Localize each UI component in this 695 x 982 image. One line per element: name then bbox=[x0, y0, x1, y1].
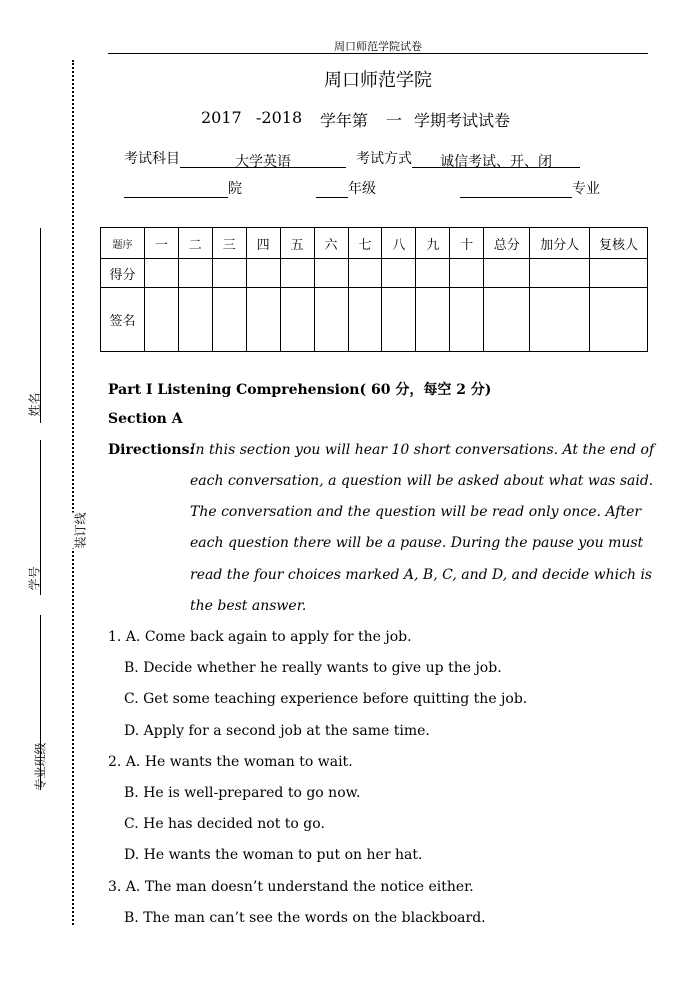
signature-cell bbox=[314, 288, 348, 352]
col-header: 九 bbox=[416, 228, 450, 259]
school-blank bbox=[124, 181, 228, 198]
col-header: 复核人 bbox=[590, 228, 648, 259]
score-cell bbox=[348, 259, 382, 288]
col-header: 四 bbox=[246, 228, 280, 259]
score-cell bbox=[590, 259, 648, 288]
subject-label: 考试科目 bbox=[124, 151, 180, 167]
subject-value: 大学英语 bbox=[180, 151, 346, 168]
signature-cell bbox=[484, 288, 530, 352]
score-cell bbox=[178, 259, 212, 288]
header-rule bbox=[108, 53, 648, 54]
signature-cell bbox=[348, 288, 382, 352]
q3-option-b: B. The man can’t see the words on the blackboard. bbox=[124, 910, 486, 926]
q2-option-a: 2. A. He wants the woman to wait. bbox=[108, 754, 353, 770]
term-suffix: 学期考试试卷 bbox=[414, 111, 511, 130]
class-label: 专业班级 bbox=[33, 742, 48, 791]
section-title: Section A bbox=[108, 411, 183, 427]
directions-line: the best answer. bbox=[190, 598, 307, 614]
student-id-label: 学号 bbox=[27, 566, 42, 591]
grade-field bbox=[316, 178, 376, 198]
col-header: 三 bbox=[212, 228, 246, 259]
major-field bbox=[460, 178, 600, 198]
school-suffix: 院 bbox=[228, 181, 242, 197]
score-cell bbox=[246, 259, 280, 288]
col-header: 一 bbox=[144, 228, 178, 259]
signature-cell bbox=[416, 288, 450, 352]
col-header: 加分人 bbox=[530, 228, 590, 259]
part-title: Part I Listening Comprehension( 60 分，每空 2 分) bbox=[108, 382, 492, 398]
q1-option-a: 1. A. Come back again to apply for the job. bbox=[108, 629, 412, 645]
signature-cell bbox=[280, 288, 314, 352]
col-header: 七 bbox=[348, 228, 382, 259]
grade-blank bbox=[316, 181, 348, 198]
directions-label: Directions: bbox=[108, 442, 195, 458]
score-cell bbox=[144, 259, 178, 288]
score-cell bbox=[314, 259, 348, 288]
q2-option-b: B. He is well-prepared to go now. bbox=[124, 785, 361, 801]
school-field bbox=[124, 178, 242, 198]
term-prefix: 学年第 bbox=[320, 111, 369, 130]
signature-cell bbox=[530, 288, 590, 352]
method-field bbox=[356, 148, 580, 168]
method-value: 诚信考试、开、闭 bbox=[412, 151, 580, 168]
major-suffix: 专业 bbox=[572, 181, 600, 197]
q2-option-d: D. He wants the woman to put on her hat. bbox=[124, 847, 423, 863]
score-table-header-row bbox=[101, 228, 648, 259]
col-header: 总分 bbox=[484, 228, 530, 259]
score-cell bbox=[450, 259, 484, 288]
signature-cell bbox=[450, 288, 484, 352]
year-end: -2018 bbox=[256, 108, 303, 127]
col-header: 二 bbox=[178, 228, 212, 259]
binding-line-label: 装订线 bbox=[73, 512, 88, 549]
question-order-label: 题序 bbox=[101, 228, 145, 259]
signature-cell bbox=[246, 288, 280, 352]
directions-line: each question there will be a pause. During the pause you must bbox=[190, 535, 644, 551]
signature-cell bbox=[178, 288, 212, 352]
signature-cell bbox=[212, 288, 246, 352]
term-number: 一 bbox=[386, 111, 403, 130]
major-blank bbox=[460, 181, 572, 198]
grade-suffix: 年级 bbox=[348, 181, 376, 197]
q1-option-b: B. Decide whether he really wants to give up the job. bbox=[124, 660, 502, 676]
signature-cell bbox=[382, 288, 416, 352]
signature-row-label: 签名 bbox=[101, 288, 145, 352]
signature-cell bbox=[144, 288, 178, 352]
page-title: 周口师范学院 bbox=[324, 70, 432, 91]
score-cell bbox=[212, 259, 246, 288]
score-cell bbox=[280, 259, 314, 288]
score-cell bbox=[382, 259, 416, 288]
score-table bbox=[100, 227, 648, 352]
binding-dotted-line bbox=[72, 60, 74, 925]
method-label: 考试方式 bbox=[356, 151, 412, 167]
col-header: 八 bbox=[382, 228, 416, 259]
q1-option-c: C. Get some teaching experience before quitting the job. bbox=[124, 691, 528, 707]
directions-line: In this section you will hear 10 short conversations. At the end of bbox=[190, 442, 655, 458]
score-cell bbox=[530, 259, 590, 288]
q3-option-a: 3. A. The man doesn’t understand the notice either. bbox=[108, 879, 474, 895]
directions-line: read the four choices marked A, B, C, and D, and decide which is bbox=[190, 567, 653, 583]
score-cell bbox=[416, 259, 450, 288]
score-cell bbox=[484, 259, 530, 288]
q1-option-d: D. Apply for a second job at the same time. bbox=[124, 723, 430, 739]
directions-line: The conversation and the question will be read only once. After bbox=[190, 504, 642, 520]
year-start: 2017 bbox=[201, 108, 242, 127]
running-header: 周口师范学院试卷 bbox=[334, 40, 422, 53]
q2-option-c: C. He has decided not to go. bbox=[124, 816, 325, 832]
score-row-label: 得分 bbox=[101, 259, 145, 288]
col-header: 六 bbox=[314, 228, 348, 259]
name-label: 姓名 bbox=[27, 392, 42, 417]
signature-cell bbox=[590, 288, 648, 352]
subject-field bbox=[124, 148, 346, 168]
directions-line: each conversation, a question will be asked about what was said. bbox=[190, 473, 654, 489]
score-row bbox=[101, 259, 648, 288]
col-header: 五 bbox=[280, 228, 314, 259]
col-header: 十 bbox=[450, 228, 484, 259]
signature-row bbox=[101, 288, 648, 352]
